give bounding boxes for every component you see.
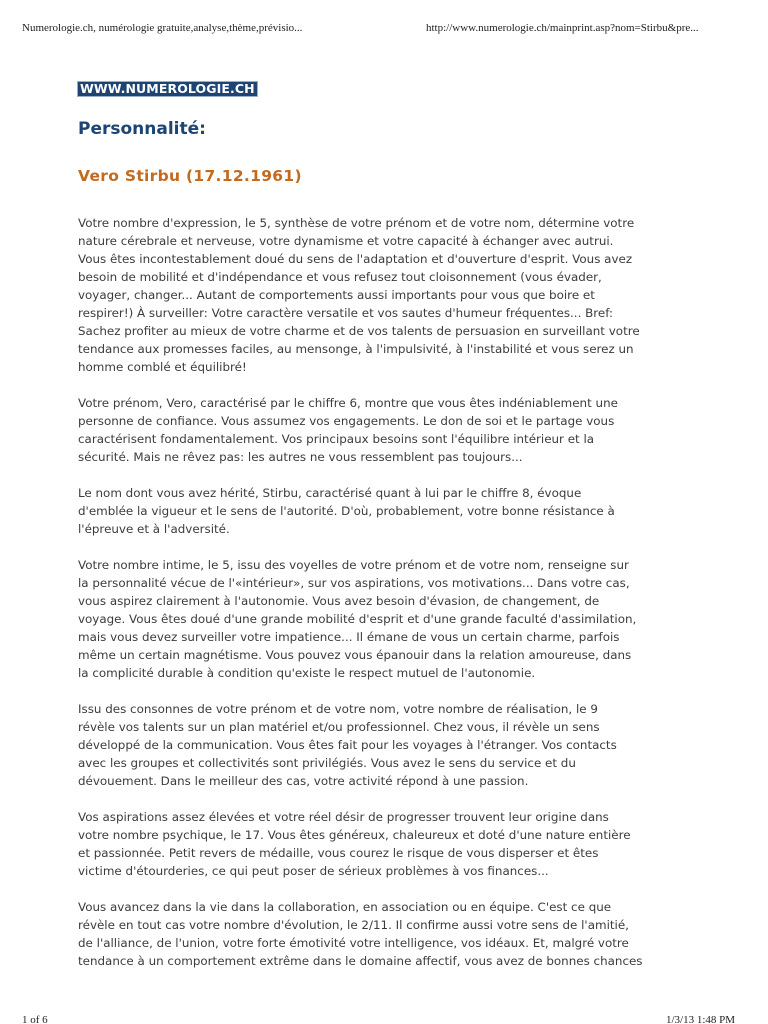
text-line: avec les groupes et collectivités sont privilégiés. Vous avez le sens du service et du	[78, 756, 576, 770]
text-line: mais vous devez surveiller votre impatience... Il émane de vous un certain charme, parfois	[78, 630, 620, 644]
analysis-paragraph	[78, 484, 698, 538]
print-timestamp: 1/3/13 1:48 PM	[666, 1014, 736, 1024]
text-line: vous aspirez clairement à l'autonomie. Vous avez besoin d'évasion, de changement, de	[78, 594, 600, 608]
text-line: Votre nombre d'expression, le 5, synthèse de votre prénom et de votre nom, détermine votre	[78, 216, 635, 230]
text-line: même un certain magnétisme. Vous pouvez vous épanouir dans la relation amoureuse, dans	[78, 648, 632, 662]
text-line: tendance à un comportement extrême dans le domaine affectif, vous avez de bonnes chances	[78, 954, 643, 968]
print-header-url: http://www.numerologie.ch/mainprint.asp?nom=Stirbu&pre...	[426, 22, 699, 34]
text-line: la complicité durable à condition qu'existe le respect mutuel de l'autonomie.	[78, 666, 536, 680]
print-header	[0, 22, 768, 38]
text-line: Sachez profiter au mieux de votre charme et de vos talents de persuasion en surveillant votre	[78, 324, 640, 338]
text-line: homme comblé et équilibré!	[78, 360, 247, 374]
text-line: nature cérebrale et nerveuse, votre dynamisme et votre capacité à échanger avec autrui.	[78, 234, 614, 248]
text-line: Le nom dont vous avez hérité, Stirbu, caractérisé quant à lui par le chiffre 8, évoque	[78, 486, 582, 500]
text-line: besoin de mobilité et d'indépendance et vous refusez tout cloisonnement (vous évader,	[78, 270, 602, 284]
text-line: l'épreuve et à l'adversité.	[78, 522, 230, 536]
analysis-text	[78, 214, 698, 988]
page-title: Personnalité:	[78, 119, 206, 139]
text-line: voyager, changer... Autant de comportements aussi importants pour vous que boire et	[78, 288, 595, 302]
text-line: d'emblée la vigueur et le sens de l'autorité. D'où, probablement, votre bonne résistance à	[78, 504, 615, 518]
analysis-paragraph	[78, 214, 698, 376]
text-line: Issu des consonnes de votre prénom et de votre nom, votre nombre de réalisation, le 9	[78, 702, 598, 716]
text-line: respirer!) À surveiller: Votre caractère versatile et vos sautes d'humeur fréquentes... Bref:	[78, 306, 614, 320]
text-line: voyage. Vous êtes doué d'une grande mobilité d'esprit et d'une grande faculté d'assimilation,	[78, 612, 637, 626]
analysis-paragraph	[78, 394, 698, 466]
analysis-paragraph	[78, 808, 698, 880]
text-line: Votre nombre intime, le 5, issu des voyelles de votre prénom et de votre nom, renseigne sur	[78, 558, 629, 572]
text-line: développé de la communication. Vous êtes fait pour les voyages à l'étranger. Vos contacts	[78, 738, 617, 752]
site-logo[interactable]: WWW.NUMEROLOGIE.CH	[80, 81, 255, 96]
text-line: révèle en tout cas votre nombre d'évolution, le 2/11. Il confirme aussi votre sens de l'amitié,	[78, 918, 629, 932]
page-counter: 1 of 6	[22, 1014, 48, 1024]
text-line: sécurité. Mais ne rêvez pas: les autres ne vous ressemblent pas toujours...	[78, 450, 523, 464]
text-line: dévouement. Dans le meilleur des cas, votre activité répond à une passion.	[78, 774, 529, 788]
print-footer	[0, 1014, 768, 1024]
analysis-paragraph	[78, 700, 698, 790]
text-line: Vous êtes incontestablement doué du sens de l'adaptation et d'ouverture d'esprit. Vous avez	[78, 252, 633, 266]
text-line: Votre prénom, Vero, caractérisé par le chiffre 6, montre que vous êtes indéniablement une	[78, 396, 618, 410]
text-line: caractérisent fondamentalement. Vos principaux besoins sont l'équilibre intérieur et la	[78, 432, 595, 446]
analysis-paragraph	[78, 898, 698, 970]
text-line: tendance aux promesses faciles, au mensonge, à l'impulsivité, à l'instabilité et vous serez un	[78, 342, 634, 356]
text-line: révèle vos talents sur un plan matériel et/ou professionnel. Chez vous, il révèle un sens	[78, 720, 600, 734]
text-line: de l'alliance, de l'union, votre forte émotivité votre intelligence, vos idéaux. Et, malgré votre	[78, 936, 629, 950]
text-line: et passionnée. Petit revers de médaille, vous courez le risque de vous disperser et êtes	[78, 846, 599, 860]
text-line: Vous avancez dans la vie dans la collaboration, en association ou en équipe. C'est ce que	[78, 900, 612, 914]
text-line: Vos aspirations assez élevées et votre réel désir de progresser trouvent leur origine dans	[78, 810, 609, 824]
text-line: personne de confiance. Vous assumez vos engagements. Le don de soi et le partage vous	[78, 414, 615, 428]
text-line: la personnalité vécue de l'«intérieur», sur vos aspirations, vos motivations... Dans votre cas,	[78, 576, 630, 590]
text-line: votre nombre psychique, le 17. Vous êtes généreux, chaleureux et doté d'une nature entière	[78, 828, 631, 842]
subject-name: Vero Stirbu (17.12.1961)	[78, 167, 302, 185]
print-header-page-title: Numerologie.ch, numérologie gratuite,analyse,thème,prévisio...	[22, 22, 303, 34]
text-line: victime d'étourderies, ce qui peut poser de sérieux problèmes à vos finances...	[78, 864, 549, 878]
analysis-paragraph	[78, 556, 698, 682]
